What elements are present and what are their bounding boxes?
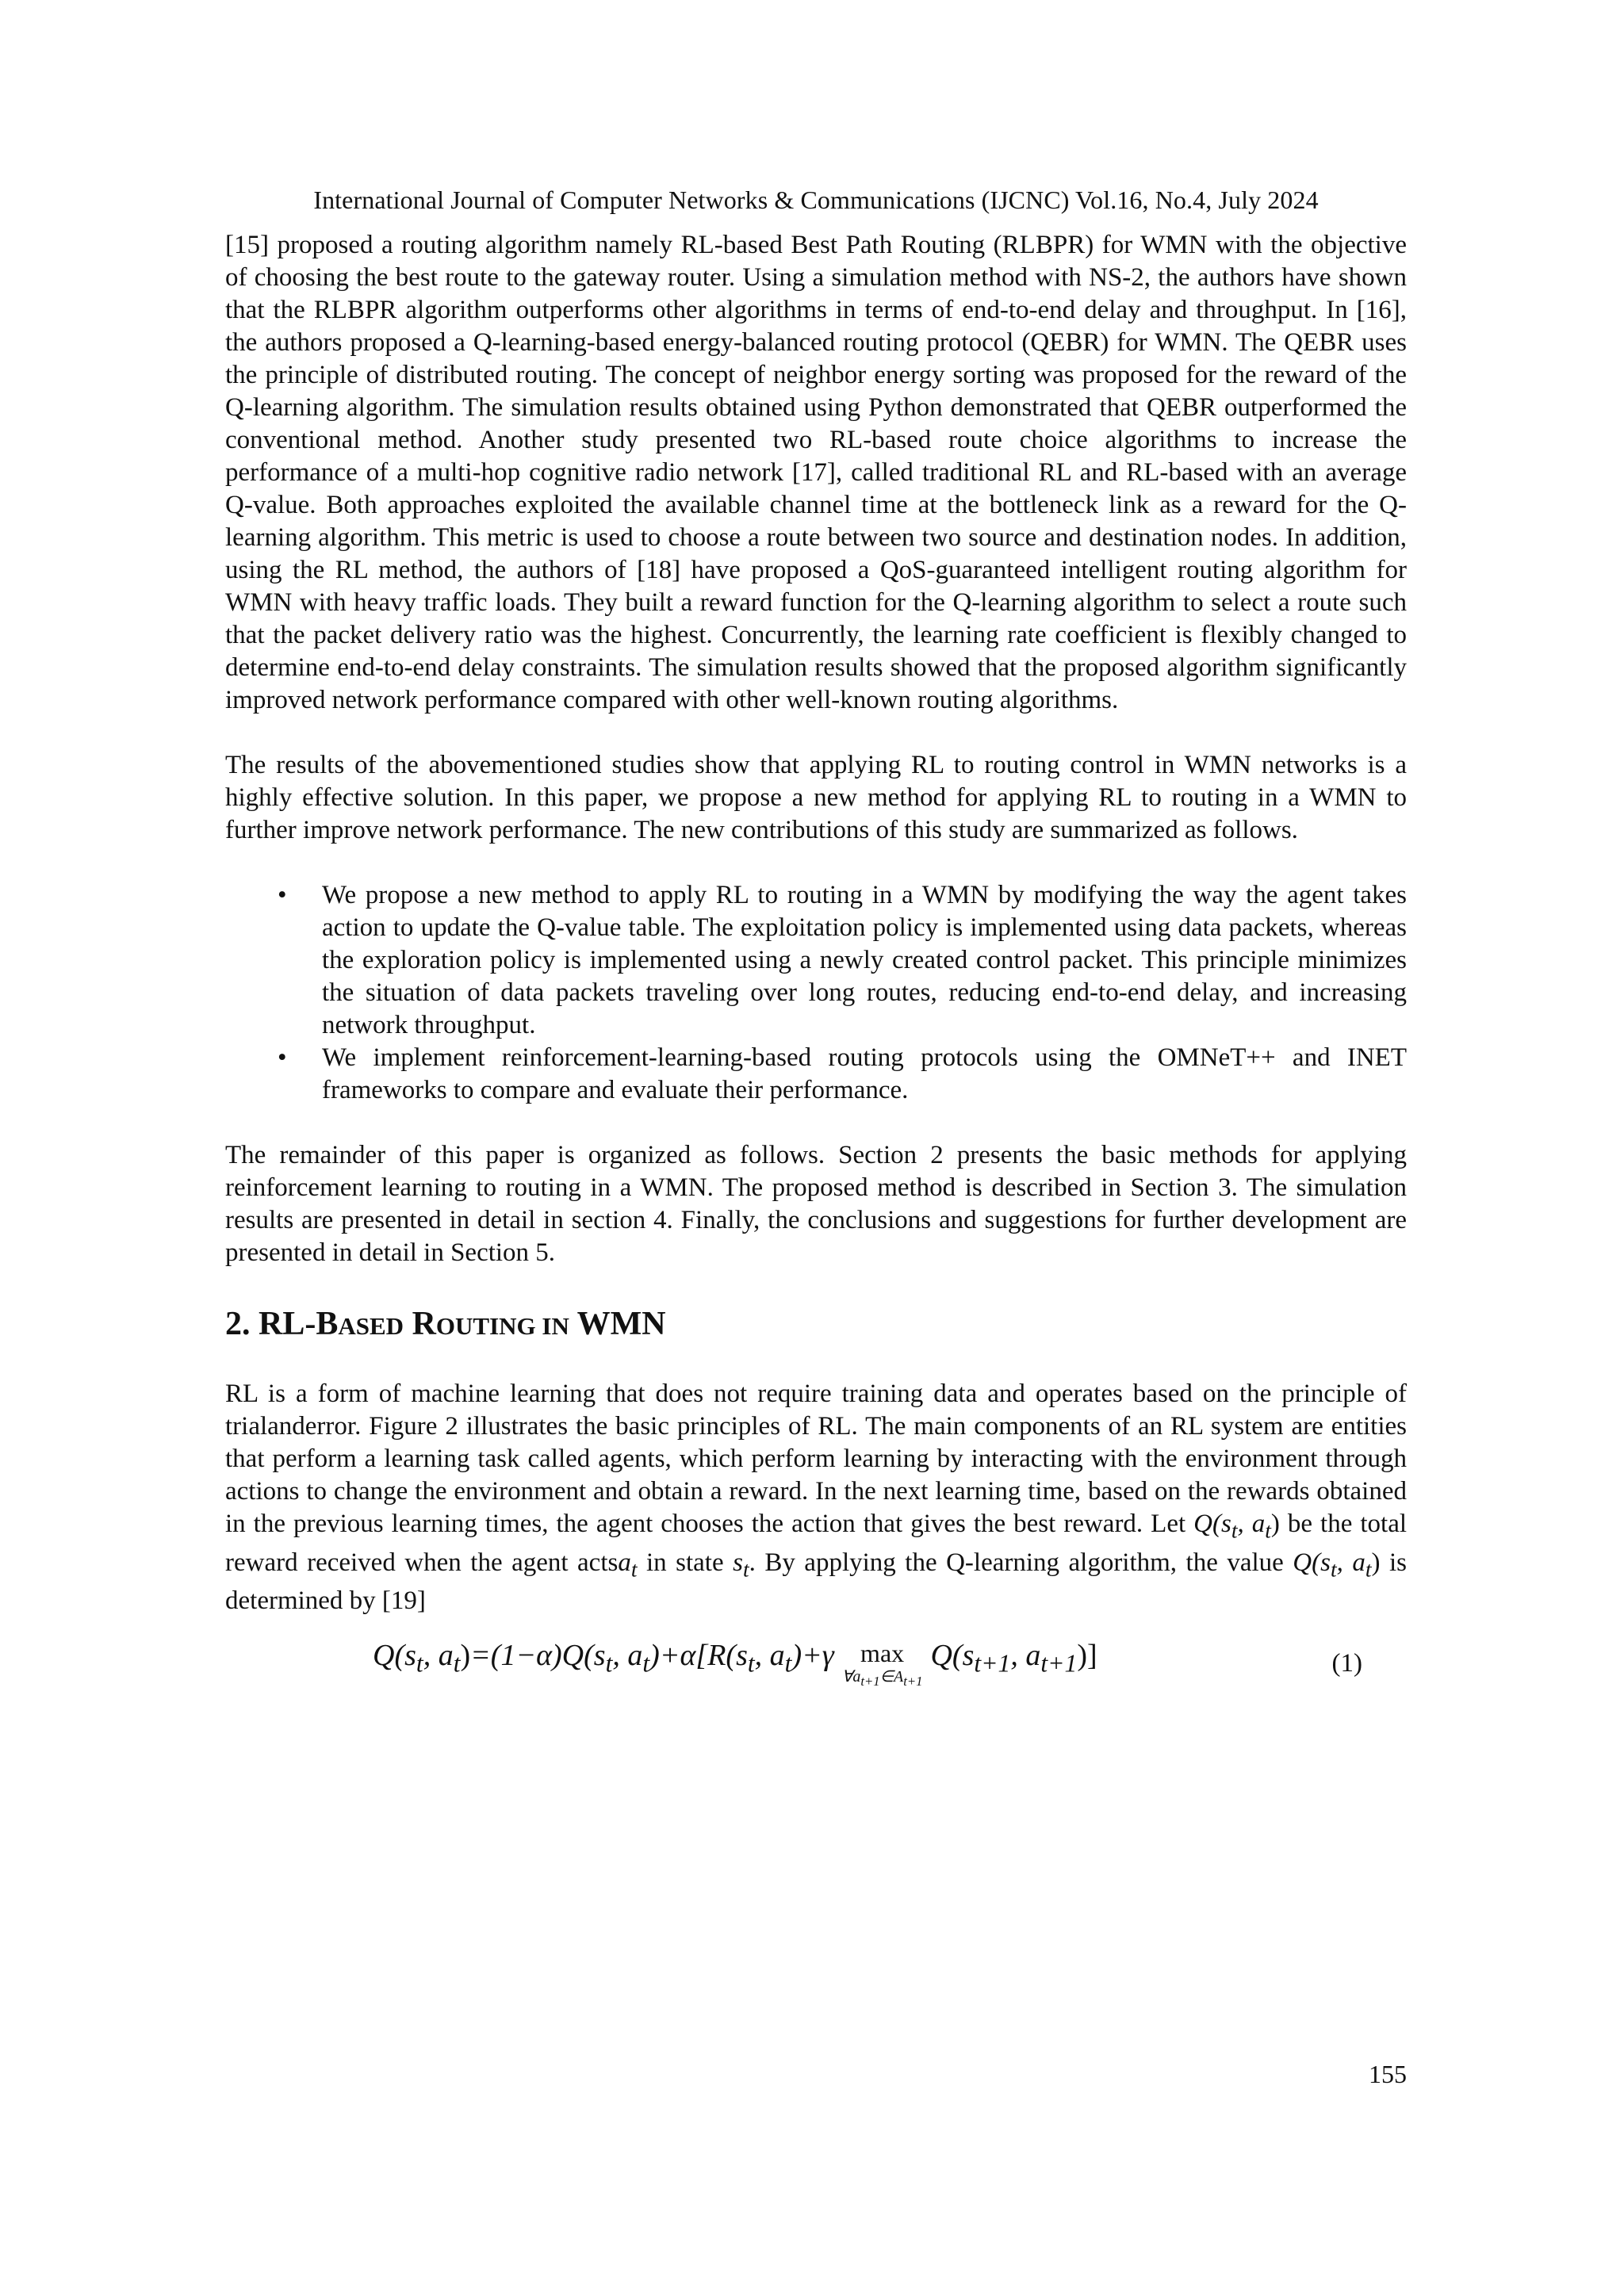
list-item <box>225 879 1407 1042</box>
bullet-icon: • <box>278 881 287 909</box>
contributions-list <box>225 879 1407 1107</box>
paragraph-1: [15] proposed a routing algorithm namely RL-based Best Path Routing (RLBPR) for WMN with the objective of choosing the best route to the gateway router. Using a simulation method with NS-2, the authors have shown that the RLBPR algorithm outperforms other algorithms in terms of end-to-end delay and throughput. In [16], the authors proposed a Q-learning-based energy-balanced routing protocol (QEBR) for WMN. The QEBR uses the principle of distributed routing. The concept of neighbor energy sorting was proposed for the reward of the Q-learning algorithm. The simulation results obtained using Python demonstrated that QEBR outperformed the conventional method. Another study presented two RL-based route choice algorithms to increase the performance of a multi-hop cognitive radio network [17], called traditional RL and RL-based with an average Q-value. Both approaches exploited the available channel time at the bottleneck link as a reward for the Q-learning algorithm. This metric is used to choose a route between two source and destination nodes. In addition, using the RL method, the authors of [18] have proposed a QoS-guaranteed intelligent routing algorithm for WMN with heavy traffic loads. They built a reward function for the Q-learning algorithm to select a route such that the packet delivery ratio was the highest. Concurrently, the learning rate coefficient is flexibly changed to determine end-to-end delay constraints. The simulation results showed that the proposed algorithm significantly improved network performance compared with other well-known routing algorithms. <box>225 231 1407 714</box>
spacer <box>225 847 1407 879</box>
paragraph-2: The results of the abovementioned studies show that applying RL to routing control in WMN networks is a highly effective solution. In this paper, we propose a new method for applying RL to routing in a WMN to further improve network performance. The new contributions of this study are summarized as follows. <box>225 751 1407 844</box>
paragraph-3: The remainder of this paper is organized as follows. Section 2 presents the basic methods for applying reinforcement learning to routing in a WMN. The proposed method is described in Section 3. The simulation results are presented in detail in section 4. Finally, the conclusions and suggestions for further development are presented in detail in Section 5. <box>225 1141 1407 1267</box>
list-item <box>225 1042 1407 1107</box>
spacer <box>225 717 1407 749</box>
journal-header: International Journal of Computer Networks & Communications (IJCNC) Vol.16, No.4, July 2024 <box>313 186 1319 214</box>
bullet-icon: • <box>278 1043 287 1072</box>
equation-number: (1) <box>1331 1649 1362 1678</box>
spacer <box>225 1269 1407 1304</box>
list-item-text: We implement reinforcement-learning-based routing protocols using the OMNeT++ and INET frameworks to compare and evaluate their performance. <box>322 1043 1407 1104</box>
page-number: 155 <box>1369 2060 1407 2088</box>
list-item-text: We propose a new method to apply RL to routing in a WMN by modifying the way the agent takes action to update the Q-value table. The exploitation policy is implemented using data packets, whereas the exploration policy is implemented using a newly created control packet. This principle minimizes the situation of data packets traveling over long routes, reducing end-to-end delay, and increasing network throughput. <box>322 881 1407 1039</box>
spacer <box>225 1346 1407 1378</box>
paragraph-4: RL is a form of machine learning that does not require training data and operates based on the principle of trialanderror. Figure 2 illustrates the basic principles of RL. The main components of an RL system are entities that perform a learning task called agents, which perform learning by interacting with the environment through actions to change the environment and obtain a reward. In the next learning time, based on the rewards obtained in the previous learning times, the agent chooses the action that gives the best reward. Let $Q(s_t$, $a_t$) be the total reward received when the agent actsa$_t$ in state $s_t$. By applying the Q-learning algorithm, the value $Q(s_t$, $a_t$) is determined by [19] <box>225 1380 1408 1616</box>
spacer <box>225 1107 1407 1139</box>
max-operator: max $\forall a_{t+1}\in A_{t+1}$ <box>841 1639 923 1689</box>
paper-page <box>225 184 1408 2088</box>
equation-body: $Q(s_t$, $a_t)=(1-\alpha)Q(s_t$, $a_t)+\alpha[R(s_t$, $a_t)+\gamma$ max $\forall a_{t+1}\in A_{t+1}$ $Q(s_{t+1}$, $a_{t+1}$)] <box>373 1639 1097 1689</box>
equation-1 <box>225 1633 1407 1706</box>
section-heading: 2. RL-BASED ROUTING IN WMN <box>225 1306 666 1342</box>
